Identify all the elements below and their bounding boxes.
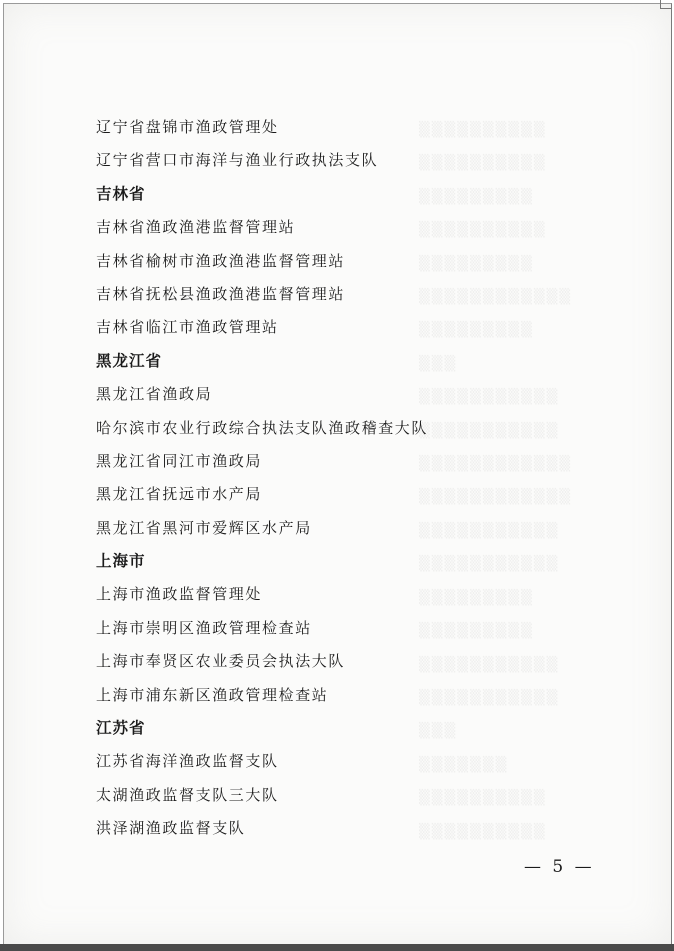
document-page	[3, 3, 672, 945]
scan-corner-mark	[660, 0, 671, 9]
page-number: — 5 —	[524, 857, 595, 877]
scan-bottom-edge	[0, 944, 674, 951]
list-item: 吉林省榆树市渔政渔港监督管理站	[96, 251, 346, 270]
list-item: 吉林省临江市渔政管理站	[96, 318, 279, 337]
show-through-shadow: ▒▒▒▒▒▒▒▒▒▒ ▒▒▒▒▒▒▒▒▒▒ ▒▒▒▒▒▒▒▒▒ ▒▒▒▒▒▒▒▒▒▒ ▒▒▒▒▒▒▒▒▒ ▒▒▒▒▒▒▒▒▒▒▒▒ ▒▒▒▒▒▒▒▒▒ ▒▒▒ ▒▒▒▒▒▒▒▒▒▒▒ ▒▒▒▒▒▒▒▒▒▒▒ ▒▒▒▒▒▒▒▒▒▒▒▒ ▒▒▒▒▒▒▒▒▒▒▒▒ ▒▒▒▒▒▒▒▒▒▒▒ ▒▒▒▒▒▒▒▒▒▒▒ ▒▒▒▒▒▒▒▒▒ ▒▒▒▒▒▒▒▒▒ ▒▒▒▒▒▒▒▒▒▒▒ ▒▒▒▒▒▒▒▒▒▒▒ ▒▒▒ ▒▒▒▒▒▒▒ ▒▒▒▒▒▒▒▒▒▒ ▒▒▒▒▒▒▒▒▒▒	[419, 122, 573, 840]
province-heading: 吉林省	[96, 184, 146, 203]
list-item: 太湖渔政监督支队三大队	[96, 785, 279, 804]
list-item: 吉林省渔政渔港监督管理站	[96, 218, 296, 237]
list-item: 黑龙江省抚远市水产局	[96, 485, 263, 504]
list-item: 上海市奉贤区农业委员会执法大队	[96, 652, 346, 671]
list-item: 黑龙江省黑河市爱辉区水产局	[96, 518, 312, 537]
list-item: 辽宁省营口市海洋与渔业行政执法支队	[96, 151, 379, 170]
list-item: 洪泽湖渔政监督支队	[96, 819, 246, 838]
list-item: 黑龙江省同江市渔政局	[96, 451, 263, 470]
list-item: 哈尔滨市农业行政综合执法支队渔政稽查大队	[96, 418, 429, 437]
organization-list	[96, 111, 576, 846]
list-item: 吉林省抚松县渔政渔港监督管理站	[96, 284, 346, 303]
province-heading: 上海市	[96, 552, 146, 571]
list-item: 上海市浦东新区渔政管理检查站	[96, 685, 329, 704]
province-heading: 江苏省	[96, 719, 146, 738]
list-item: 辽宁省盘锦市渔政管理处	[96, 118, 279, 136]
list-item: 上海市崇明区渔政管理检查站	[96, 618, 312, 637]
province-heading: 黑龙江省	[96, 351, 163, 370]
list-item: 江苏省海洋渔政监督支队	[96, 752, 279, 771]
list-item: 黑龙江省渔政局	[96, 385, 213, 404]
list-item: 上海市渔政监督管理处	[96, 585, 263, 604]
